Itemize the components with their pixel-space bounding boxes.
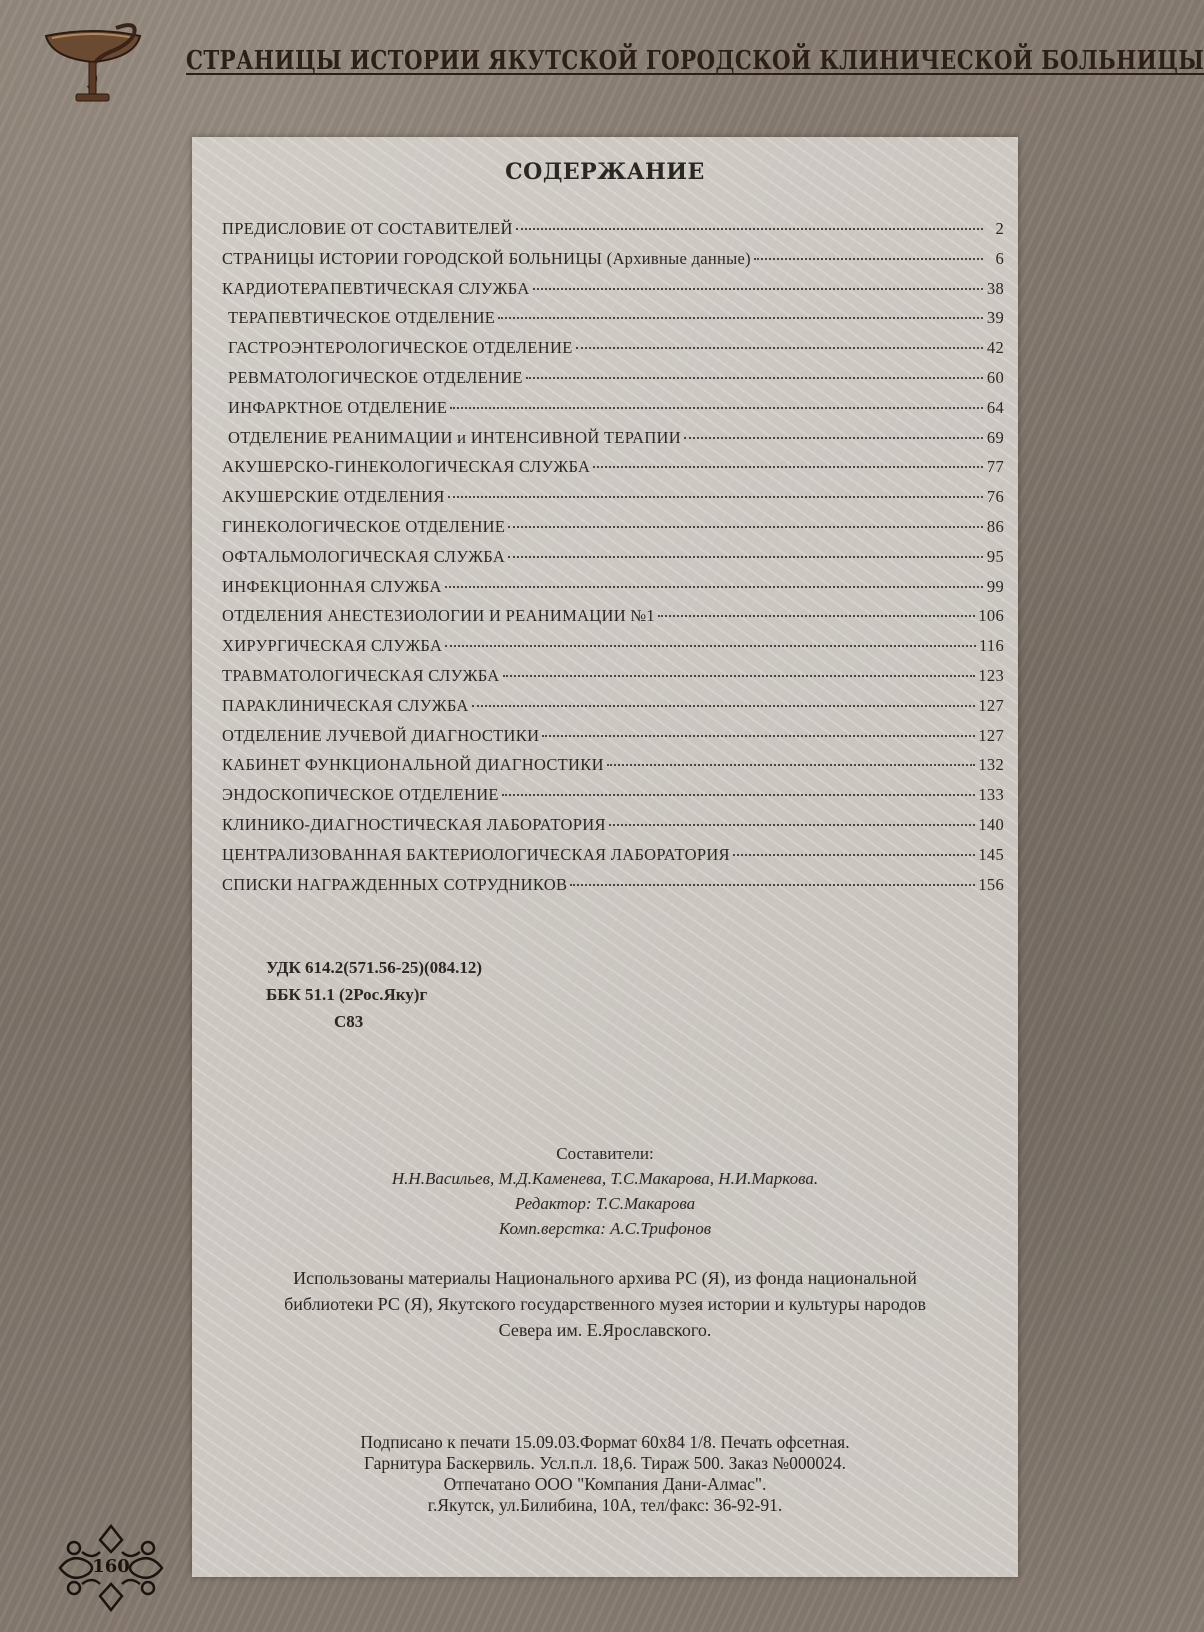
toc-entry-page: 6 — [995, 248, 1004, 268]
toc-entry-label: ОТДЕЛЕНИЕ РЕАНИМАЦИИ и ИНТЕНСИВНОЙ ТЕРАПИИ — [228, 427, 681, 447]
content-panel — [192, 137, 1018, 1577]
toc-entry[interactable] — [222, 726, 1004, 756]
toc-entry-page: 140 — [978, 814, 1004, 834]
toc-entry[interactable] — [222, 577, 1004, 607]
dot-leader — [450, 407, 983, 409]
toc-entry-page: 99 — [986, 576, 1004, 596]
materials-note — [212, 1265, 998, 1343]
dot-leader — [472, 705, 976, 707]
toc-entry[interactable] — [222, 755, 1004, 785]
dot-leader — [502, 794, 976, 796]
toc-entry[interactable] — [222, 249, 1004, 279]
dot-leader — [593, 466, 983, 468]
toc-entry-label: КАРДИОТЕРАПЕВТИЧЕСКАЯ СЛУЖБА — [222, 278, 530, 298]
toc-entry-page: 123 — [978, 665, 1004, 685]
imprint-line: Гарнитура Баскервиль. Усл.п.л. 18,6. Тираж 500. Заказ №000024. — [363, 1453, 846, 1473]
editor-credit: Редактор: Т.С.Макарова — [514, 1194, 696, 1213]
toc-entry-page: 133 — [978, 785, 1004, 805]
toc-entry[interactable] — [222, 636, 1004, 666]
imprint-line: г.Якутск, ул.Билибина, 10А, тел/факс: 36-92-91. — [427, 1495, 783, 1515]
dot-leader — [516, 228, 983, 230]
dot-leader — [503, 675, 976, 677]
imprint-line: Отпечатано ООО "Компания Дани-Алмас". — [443, 1474, 767, 1494]
toc-entry-label: ЭНДОСКОПИЧЕСКОЕ ОТДЕЛЕНИЕ — [222, 785, 499, 805]
dot-leader — [508, 556, 983, 558]
toc-entry-label: ПРЕДИСЛОВИЕ ОТ СОСТАВИТЕЛЕЙ — [222, 219, 513, 238]
toc-entry-label: ГИНЕКОЛОГИЧЕСКОЕ ОТДЕЛЕНИЕ — [222, 516, 506, 536]
bowl-of-hygieia-icon — [38, 18, 148, 108]
toc-entry[interactable] — [222, 606, 1004, 636]
toc-entry-page: 145 — [978, 844, 1004, 864]
toc-entry-label: ЦЕНТРАЛИЗОВАННАЯ БАКТЕРИОЛОГИЧЕСКАЯ ЛАБОРАТОРИЯ — [222, 844, 730, 864]
toc-entry-page: 132 — [978, 755, 1004, 775]
classification-codes — [266, 954, 482, 1035]
imprint-line: Подписано к печати 15.09.03.Формат 60х84 1/8. Печать офсетная. — [360, 1432, 850, 1452]
toc-entry-label: РЕВМАТОЛОГИЧЕСКОЕ ОТДЕЛЕНИЕ — [228, 367, 523, 387]
toc-entry[interactable] — [222, 457, 1004, 487]
toc-entry-page: 116 — [978, 636, 1004, 656]
toc-entry-label: КЛИНИКО-ДИАГНОСТИЧЕСКАЯ ЛАБОРАТОРИЯ — [222, 814, 606, 834]
toc-entry-page: 2 — [995, 219, 1004, 238]
toc-entry[interactable] — [222, 428, 1004, 458]
dot-leader — [542, 735, 975, 737]
compilers-label: Составители: — [556, 1144, 654, 1163]
dot-leader — [658, 615, 975, 617]
toc-entry[interactable] — [222, 696, 1004, 726]
materials-line: Использованы материалы Национального архива РС (Я), из фонда национальной — [293, 1268, 917, 1288]
dot-leader — [533, 288, 983, 290]
toc-entry[interactable] — [222, 279, 1004, 309]
dot-leader — [448, 496, 983, 498]
toc-entry[interactable] — [222, 308, 1004, 338]
toc-entry[interactable] — [222, 517, 1004, 547]
toc-entry-label: СТРАНИЦЫ ИСТОРИИ ГОРОДСКОЙ БОЛЬНИЦЫ (Архивные данные) — [222, 248, 751, 268]
layout-credit: Комп.верстка: А.С.Трифонов — [498, 1219, 712, 1238]
toc-entry-label: СПИСКИ НАГРАЖДЕННЫХ СОТРУДНИКОВ — [222, 874, 568, 894]
toc-entry-page: 42 — [986, 338, 1004, 358]
toc-entry[interactable] — [222, 666, 1004, 696]
toc-entry[interactable] — [222, 487, 1004, 517]
toc-entry-label: ТРАВМАТОЛОГИЧЕСКАЯ СЛУЖБА — [222, 665, 500, 685]
toc-entry-page: 127 — [978, 725, 1004, 745]
dot-leader — [754, 258, 983, 260]
toc-entry[interactable] — [222, 219, 1004, 249]
dot-leader — [445, 645, 976, 647]
toc-entry-page: 156 — [978, 874, 1004, 894]
toc-entry-page: 106 — [978, 606, 1004, 626]
toc-entry-page: 39 — [986, 308, 1004, 328]
toc-entry-label: ТЕРАПЕВТИЧЕСКОЕ ОТДЕЛЕНИЕ — [228, 308, 496, 328]
dot-leader — [576, 347, 983, 349]
toc-entry-page: 76 — [986, 487, 1004, 507]
toc-entry[interactable] — [222, 338, 1004, 368]
toc-entry-page: 95 — [986, 546, 1004, 566]
bbk-code: ББК 51.1 (2Рос.Яку)г — [266, 985, 428, 1004]
dot-leader — [609, 824, 976, 826]
page-number: 160 — [92, 1556, 130, 1577]
imprint — [192, 1432, 1018, 1516]
dot-leader — [526, 377, 983, 379]
toc-entry-label: ОТДЕЛЕНИЕ ЛУЧЕВОЙ ДИАГНОСТИКИ — [222, 725, 540, 745]
toc-entry[interactable] — [222, 547, 1004, 577]
materials-line: Севера им. Е.Ярославского. — [498, 1320, 712, 1340]
toc-entry[interactable] — [222, 815, 1004, 845]
dot-leader — [733, 854, 975, 856]
toc-entry-page: 38 — [986, 278, 1004, 298]
toc-entry-label: ГАСТРОЭНТЕРОЛОГИЧЕСКОЕ ОТДЕЛЕНИЕ — [228, 338, 573, 358]
toc-entry[interactable] — [222, 398, 1004, 428]
toc-entry[interactable] — [222, 785, 1004, 815]
book-title: СТРАНИЦЫ ИСТОРИИ ЯКУТСКОЙ ГОРОДСКОЙ КЛИНИЧЕСКОЙ БОЛЬНИЦЫ — [186, 46, 1204, 76]
udk-code: УДК 614.2(571.56-25)(084.12) — [266, 958, 483, 977]
toc-entry[interactable] — [222, 875, 1004, 905]
toc-entry-label: ПАРАКЛИНИЧЕСКАЯ СЛУЖБА — [222, 695, 469, 715]
toc-entry-page: 69 — [986, 427, 1004, 447]
toc-entry-page: 77 — [986, 457, 1004, 477]
credits — [192, 1141, 1018, 1241]
compilers-names: Н.Н.Васильев, М.Д.Каменева, Т.С.Макарова, Н.И.Маркова. — [391, 1169, 819, 1188]
toc-entry[interactable] — [222, 368, 1004, 398]
toc-entry[interactable] — [222, 845, 1004, 875]
dot-leader — [508, 526, 983, 528]
dot-leader — [607, 764, 976, 766]
toc-entry-label: ОТДЕЛЕНИЯ АНЕСТЕЗИОЛОГИИ И РЕАНИМАЦИИ №1 — [222, 606, 655, 626]
dot-leader — [498, 317, 983, 319]
dot-leader — [570, 884, 975, 886]
toc-entry-page: 127 — [978, 695, 1004, 715]
toc-entry-page: 86 — [986, 516, 1004, 536]
toc-entry-page: 60 — [986, 367, 1004, 387]
dot-leader — [445, 586, 983, 588]
materials-line: библиотеки РС (Я), Якутского государственного музея истории и культуры народов — [284, 1294, 926, 1314]
author-mark: С83 — [334, 1012, 364, 1031]
table-of-contents — [222, 219, 1004, 904]
toc-entry-label: ИНФАРКТНОЕ ОТДЕЛЕНИЕ — [228, 397, 448, 417]
toc-entry-label: АКУШЕРСКО-ГИНЕКОЛОГИЧЕСКАЯ СЛУЖБА — [222, 457, 591, 477]
toc-title: СОДЕРЖАНИЕ — [505, 159, 705, 185]
toc-entry-label: ОФТАЛЬМОЛОГИЧЕСКАЯ СЛУЖБА — [222, 546, 506, 566]
toc-entry-label: ИНФЕКЦИОННАЯ СЛУЖБА — [222, 576, 442, 596]
dot-leader — [684, 437, 983, 439]
toc-entry-label: АКУШЕРСКИЕ ОТДЕЛЕНИЯ — [222, 487, 445, 507]
toc-entry-label: КАБИНЕТ ФУНКЦИОНАЛЬНОЙ ДИАГНОСТИКИ — [222, 755, 604, 775]
toc-entry-label: ХИРУРГИЧЕСКАЯ СЛУЖБА — [222, 636, 443, 656]
toc-entry-page: 64 — [986, 397, 1004, 417]
